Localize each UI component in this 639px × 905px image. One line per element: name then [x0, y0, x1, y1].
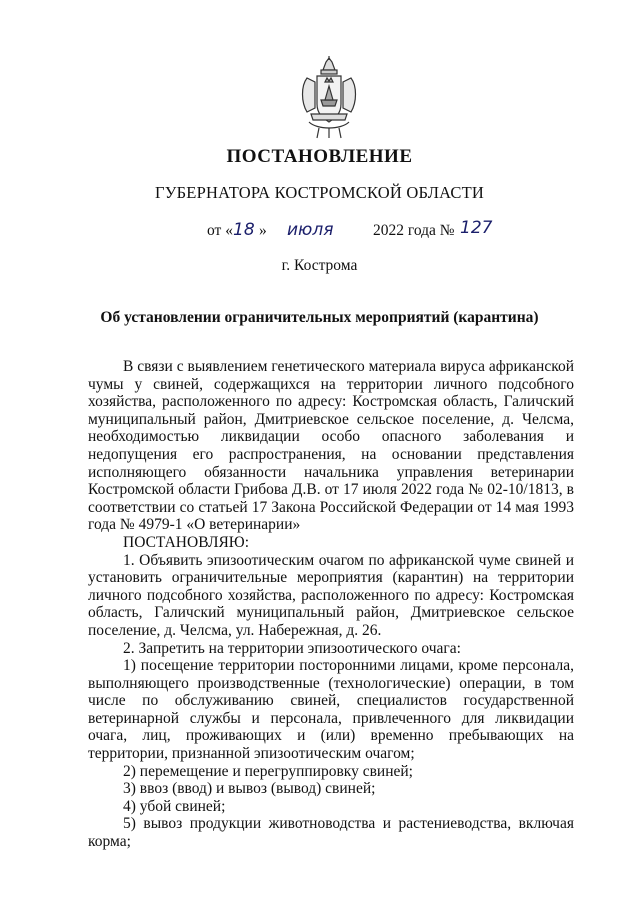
date-and-number-line: [207, 220, 527, 244]
document-title: ПОСТАНОВЛЕНИЕ: [226, 146, 413, 167]
handwritten-day: 18: [233, 220, 255, 240]
subitem-1: 1) посещение территории посторонними лицами, кроме персонала, выполняющего производственные (технологические) операции, в том числе по обслуживанию свиней, специалистов государственной ветеринарной службы и персонала, привлеченного для ликвидации очага, лиц, проживающих и (или) временно пребывающих на территории, признанной эпизоотическим очагом;: [88, 657, 574, 763]
city-name: г. Кострома: [281, 257, 358, 274]
decree-word: ПОСТАНОВЛЯЮ:: [123, 533, 250, 551]
issuer-subtitle: ГУБЕРНАТОРА КОСТРОМСКОЙ ОБЛАСТИ: [155, 183, 484, 202]
handwritten-doc-number: 127: [460, 218, 493, 238]
item-1: 1. Объявить эпизоотическим очагом по африканской чуме свиней и установить ограничительные мероприятия (карантин) на территории личного подсобного хозяйства, расположенного по адресу: Костромская область, Галичский муниципальный район, Дмитриевское сельское поселение, д. Челсма, ул. Набережная, д. 26.: [88, 551, 574, 639]
handwritten-month: июля: [287, 220, 334, 240]
item-2: 2. Запретить на территории эпизоотического очага:: [123, 639, 461, 657]
subitem-2: 2) перемещение и перегруппировку свиней;: [123, 762, 413, 780]
intro-paragraph: В связи с выявлением генетического материала вируса африканской чумы у свиней, содержащихся на территории личного подсобного хозяйства, расположенного по адресу: Костромская область, Галичский муниципальный район, Дмитриевское сельское поселение, д. Челсма, необходимостью ликвидации особо опасного заболевания и недопущения его распространения, на основании представления исполняющего обязанности начальника управления ветеринарии Костромской области Грибова Д.В. от 17 июля 2022 года № 02-10/1813, в соответствии со статьей 17 Закона Российской Федерации от 14 мая 1993 года № 4979-1 «О ветеринарии»: [88, 358, 574, 534]
subitem-4: 4) убой свиней;: [123, 797, 226, 815]
subitem-5: 5) вывоз продукции животноводства и растениеводства, включая корма;: [88, 815, 574, 851]
date-year: 2022 года №: [373, 222, 455, 239]
document-body: [88, 358, 574, 851]
subitem-3: 3) ввоз (ввод) и вывоз (вывод) свиней;: [123, 780, 376, 798]
date-prefix: от «: [207, 222, 233, 239]
date-quote-close: »: [259, 222, 267, 239]
coat-of-arms-emblem: [297, 56, 361, 140]
document-subject: Об установлении ограничительных мероприятий (карантина): [100, 309, 539, 326]
